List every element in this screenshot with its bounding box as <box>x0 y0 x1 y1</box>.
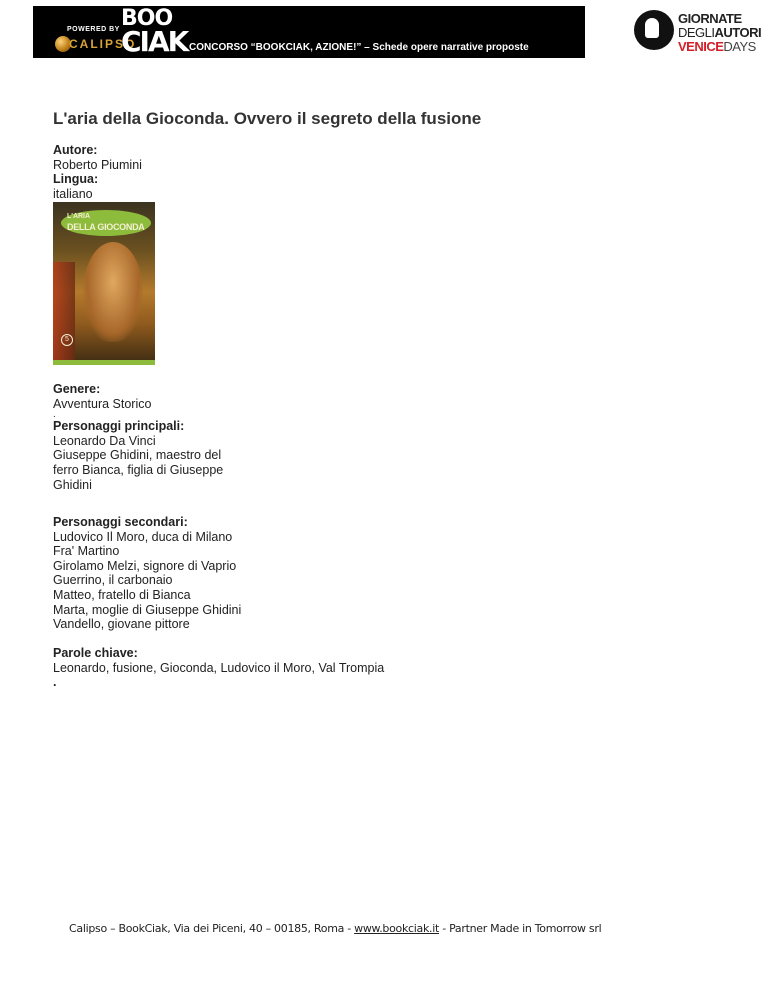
bookciak-logo-line2: CIAK <box>121 25 188 58</box>
book-cover-image <box>53 202 155 365</box>
main-character-item: Leonardo Da Vinci <box>53 433 156 448</box>
contest-title: CONCORSO “BOOKCIAK, AZIONE!” – Schede opere narrative proposte <box>189 42 529 53</box>
venice-days-line1: GIORNATE <box>678 11 742 26</box>
bookciak-logo-line1: BOO <box>121 6 173 31</box>
bookciak-logo <box>121 6 188 58</box>
author-language-block <box>53 143 142 201</box>
keywords-block <box>53 646 384 690</box>
end-mark: . <box>53 675 57 690</box>
cover-title-big: DELLA GIOCONDA <box>67 222 145 232</box>
secondary-character-item: Matteo, fratello di Bianca <box>53 587 191 602</box>
footer-website-link[interactable]: www.bookciak.it <box>354 922 440 935</box>
author-label: Autore: <box>53 143 98 157</box>
secondary-character-item: Marta, moglie di Giuseppe Ghidini <box>53 602 242 617</box>
venice-days-emblem-icon <box>634 10 674 50</box>
secondary-character-item: Fra' Martino <box>53 544 120 559</box>
calipso-wordmark: CALIPSO <box>69 37 137 51</box>
secondary-character-item: Vandello, giovane pittore <box>53 617 190 632</box>
footer-text-after: - Partner Made in Tomorrow srl <box>439 922 602 935</box>
separator-dot: . <box>53 409 56 421</box>
header-banner <box>33 6 585 58</box>
venice-days-logo <box>634 8 762 58</box>
footer-text-before: Calipso – BookCiak, Via dei Piceni, 40 – 00185, Roma - <box>69 922 355 935</box>
secondary-character-item: Guerrino, il carbonaio <box>53 573 173 588</box>
secondary-characters-label: Personaggi secondari: <box>53 515 188 529</box>
genre-value: Avventura Storico <box>53 396 152 411</box>
secondary-character-item: Girolamo Melzi, signore di Vaprio <box>53 558 237 573</box>
language-value: italiano <box>53 186 93 201</box>
powered-by-label: POWERED BY <box>67 26 120 33</box>
page-title: L'aria della Gioconda. Ovvero il segreto della fusione <box>53 109 482 128</box>
keywords-label: Parole chiave: <box>53 646 138 660</box>
cover-title-small: L'ARIA <box>67 213 91 220</box>
main-character-item: ferro Bianca, figlia di Giuseppe <box>53 462 224 477</box>
language-label: Lingua: <box>53 172 99 187</box>
secondary-character-item: Ludovico Il Moro, duca di Milano <box>53 529 233 544</box>
main-character-item: Giuseppe Ghidini, maestro del <box>53 448 222 463</box>
genre-block <box>53 382 223 492</box>
main-characters-label: Personaggi principali: <box>53 419 185 434</box>
venice-days-line2: DEGLIAUTORI <box>678 25 762 40</box>
venice-days-line3: VENICEDAYS <box>678 39 756 54</box>
secondary-characters-block <box>53 515 241 632</box>
cover-number: 5 <box>61 334 73 346</box>
genre-label: Genere: <box>53 382 101 396</box>
author-value: Roberto Piumini <box>53 157 142 172</box>
page-footer <box>69 922 601 935</box>
keywords-value: Leonardo, fusione, Gioconda, Ludovico il Moro, Val Trompia <box>53 660 385 675</box>
main-character-item: Ghidini <box>53 477 92 492</box>
